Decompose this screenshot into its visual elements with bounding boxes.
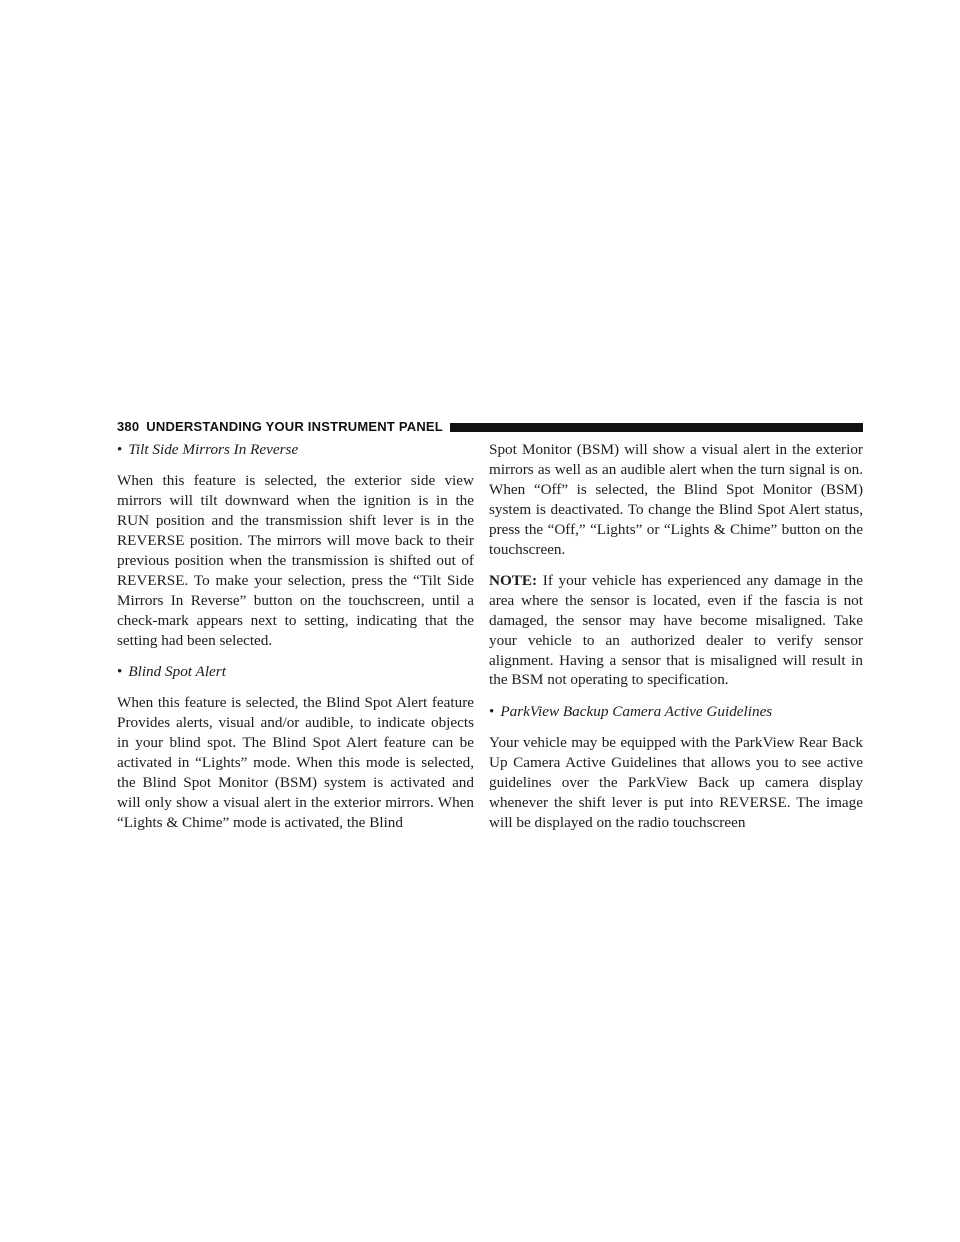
paragraph-tilt: When this feature is selected, the exterior side view mirrors will tilt downward when the ignition is in the RUN position and the transmission shift lever is in the REVERSE position. The mirrors will move back to their previous position when the transmission is shifted out of REVERSE. To make your selection, press the “Tilt Side Mirrors In Reverse” button on the touchscreen, until a check-mark appears next to setting, indicating that the setting had been selected. [117,472,474,649]
note-text: If your vehicle has experienced any damage in the area where the sensor is located, even if the fascia is not damaged, the sensor may have become misaligned. Take your vehicle to an authorized dealer to verify sensor alignment. Having a sensor that is misaligned will result in the BSM not operating to specification. [489,571,863,689]
paragraph-parkview: Your vehicle may be equipped with the ParkView Rear Back Up Camera Active Guidelines that allows you to see active guidelines over the ParkView Back up camera display whenever the shift lever is put into REVERSE. The image will be displayed on the radio touchscreen [489,734,863,831]
note-paragraph [489,571,863,690]
bullet-parkview [489,702,863,722]
section-title: UNDERSTANDING YOUR INSTRUMENT PANEL [146,419,443,434]
right-column [489,440,863,833]
bullet-blind-spot-alert [117,662,474,682]
bullet-blind-label: Blind Spot Alert [128,663,226,681]
paragraph-blind-spot: When this feature is selected, the Blind Spot Alert feature Provides alerts, visual and/or audible, to indicate objects in your blind spot. The Blind Spot Alert feature can be activated in “Lights” mode. When this mode is selected, the Blind Spot Monitor (BSM) system is activated and will only show a visual alert in the exterior mirrors. When “Lights & Chime” mode is activated, the Blind [117,694,474,831]
bullet-dot-icon: • [117,663,123,681]
page-number: 380 [117,419,140,434]
bullet-tilt-side-mirrors [117,440,474,460]
bullet-tilt-label: Tilt Side Mirrors In Reverse [128,441,299,458]
bullet-parkview-label: ParkView Backup Camera Active Guidelines [500,702,773,720]
paragraph-blind-spot-continued: Spot Monitor (BSM) will show a visual alert in the exterior mirrors as well as an audible alert when the turn signal is on. When “Off” is selected, the Blind Spot Monitor (BSM) system is deactivated. To change the Blind Spot Alert status, press the “Off,” “Lights” or “Lights & Chime” button on the touchscreen. [489,441,863,558]
bullet-dot-icon: • [117,441,123,458]
page-header [117,418,863,436]
left-column [117,440,474,833]
note-label: NOTE: [489,571,538,589]
bullet-dot-icon: • [489,702,495,720]
header-rule [450,423,863,432]
